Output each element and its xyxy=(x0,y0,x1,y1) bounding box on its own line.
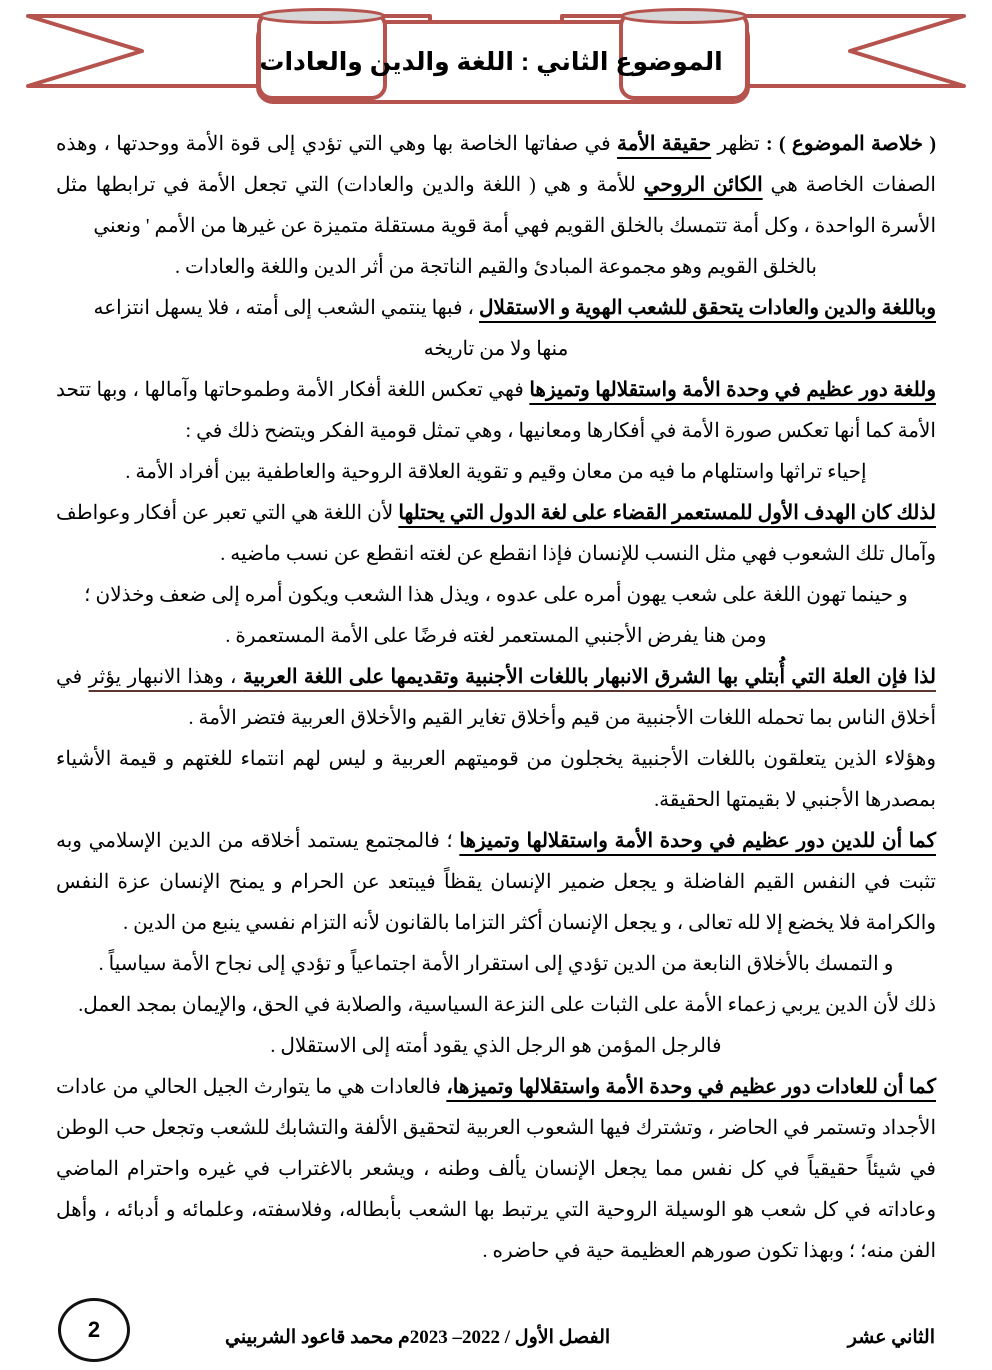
paragraph xyxy=(56,821,936,944)
page-title: الموضوع الثاني : اللغة والدين والعادات xyxy=(259,48,723,76)
ribbon-banner xyxy=(0,0,992,110)
body-text xyxy=(0,110,992,1272)
footer-grade: الثاني عشر xyxy=(847,1327,935,1348)
text-run: لذلك كان الهدف الأول للمستعمر القضاء على لغة الدول التي يحتلها xyxy=(398,502,936,524)
text-run: منها ولا من تاريخه xyxy=(423,338,569,360)
paragraph xyxy=(56,329,936,370)
ribbon-right-roll-rim xyxy=(622,10,746,23)
text-run: لأن اللغة هي التي تعبر عن أفكار وعواطف وآمال تلك الشعوب فهي مثل النسب للإنسان فإذا انقطع عن لغته انقطع عن نسب ماضيه . xyxy=(56,502,936,565)
text-run: فالعادات هي ما يتوارث الجيل الحالي من عادات الأجداد وتستمر في الحاضر ، وتشترك فيها الشعوب العربية لتحقيق الألفة والتشابك للشعب وتجعل حب الوطن في شيئاً حقيقياً في كل نفس مما يجعل الإنسان يألف وطنه ، ويشعر بالاغتراب في غيره واحترام الماضي وعاداته في كل شعب هو الوسيلة الروحية التي يرتبط بها الشعب بأبطاله، وفلاسفته، وعلمائه و أدبائه ، وأهل الفن منه؛ ؛ وبهذا تكون صورهم العظيمة حية في حاضره . xyxy=(56,1076,937,1262)
text-run: تظهر xyxy=(711,133,760,155)
paragraph xyxy=(56,124,936,247)
paragraph xyxy=(56,247,936,288)
ribbon-left-roll-rim xyxy=(260,10,384,23)
paragraph xyxy=(56,985,936,1026)
paragraph xyxy=(56,657,936,739)
paragraph xyxy=(56,370,936,452)
text-run: في صفاتها الخاصة بها وهي التي تؤدي إلى قوة الأمة ووحدتها ، وهذه الصفات الخاصة هي xyxy=(56,133,936,196)
text-run: ذلك لأن الدين يربي زعماء الأمة على الثبات على النزعة السياسية، والصلابة في الحق، والإيمان بمجد العمل. xyxy=(78,994,936,1016)
text-run: بالخلق القويم وهو مجموعة المبادئ والقيم الناتجة من أثر الدين واللغة والعادات . xyxy=(175,256,817,278)
text-run: للأمة و هي ( اللغة والدين والعادات) التي تجعل الأمة في ترابطها مثل الأسرة الواحدة ، وكل أمة تتمسك بالخلق القويم فهي أمة قوية مستقلة متميزة عن غيرها من الأمم ' ونعني xyxy=(56,174,936,237)
text-run: وباللغة والدين والعادات يتحقق للشعب الهوية و الاستقلال xyxy=(479,297,936,319)
text-run: وللغة دور عظيم في وحدة الأمة واستقلالها وتميزها xyxy=(529,379,936,401)
text-run: و التمسك بالأخلاق النابعة من الدين تؤدي إلى استقرار الأمة اجتماعياً و تؤدي إلى نجاح الأمة سياسياً . xyxy=(98,953,894,975)
text-run: فالرجل المؤمن هو الرجل الذي يقود أمته إلى الاستقلال . xyxy=(270,1035,722,1057)
paragraph xyxy=(56,493,936,575)
text-run: وهؤلاء الذين يتعلقون باللغات الأجنبية يخجلون من قوميتهم العربية و ليس لهم انتماء للغتهم و قيمة الأشياء بمصدرها الأجنبي لا بقيمتها الحقيقة. xyxy=(56,748,936,811)
footer-term: الفصل الأول / 2022– 2023م xyxy=(398,1327,611,1348)
text-run: ، وهذا الانبهار يؤثر xyxy=(88,666,243,688)
text-run: الكائن الروحي xyxy=(643,174,763,196)
footer-author: محمد قاعود الشربيني xyxy=(225,1327,394,1348)
text-run: ؛ فالمجتمع يستمد أخلاقه من الدين الإسلامي وبه تثبت في النفس القيم الفاضلة و يجعل ضمير الإنسان يقظاً فيبتعد عن الحرام و يمنح الإنسان عزة النفس والكرامة فلا يخضع إلا لله تعالى ، و يجعل الإنسان أكثر التزاما بالقانون لأنه التزام نفسي ينبع من الدين . xyxy=(56,830,936,934)
text-run: كما أن للعادات دور عظيم في وحدة الأمة واستقلالها وتميزها، xyxy=(446,1076,936,1098)
page-number-badge: 2 xyxy=(58,1298,130,1362)
text-run: حقيقة الأمة xyxy=(617,133,712,155)
paragraph xyxy=(56,1067,936,1272)
text-run: إحياء تراثها واستلهام ما فيه من معان وقيم و تقوية العلاقة الروحية والعاطفية بين أفراد الأمة . xyxy=(125,461,867,483)
paragraph xyxy=(56,616,936,657)
paragraph xyxy=(56,452,936,493)
text-run: كما أن للدين دور عظيم في وحدة الأمة واستقلالها وتميزها xyxy=(459,830,936,852)
paragraph xyxy=(56,739,936,821)
text-run: ومن هنا يفرض الأجنبي المستعمر لغته فرضًا على الأمة المستعمرة . xyxy=(225,625,767,647)
text-run: و حينما تهون اللغة على شعب يهون أمره على عدوه ، ويذل هذا الشعب ويكون أمره إلى ضعف وخذلان ؛ xyxy=(84,584,908,606)
text-run: لذا فإن العلة التي أُبتلي بها الشرق الانبهار باللغات الأجنبية وتقديمها على اللغة العربية xyxy=(242,666,937,688)
text-run: ، فبها ينتمي الشعب إلى أمته ، فلا يسهل انتزاعه xyxy=(93,297,480,319)
text-run: ( خلاصة الموضوع ) : xyxy=(759,133,936,155)
text-run: في أخلاق الناس بما تحمله اللغات الأجنبية من قيم وأخلاق تغاير القيم والأخلاق العربية فتضر الأمة . xyxy=(56,666,936,729)
paragraph xyxy=(56,944,936,985)
paragraph xyxy=(56,575,936,616)
paragraph xyxy=(56,288,936,329)
text-run: فهي تعكس اللغة أفكار الأمة وطموحاتها وآمالها ، وبها تتحد الأمة كما أنها تعكس صورة الأمة في أفكارها ومعانيها ، وهي تمثل قومية الفكر ويتضح ذلك في : xyxy=(56,379,936,442)
paragraph xyxy=(56,1026,936,1067)
